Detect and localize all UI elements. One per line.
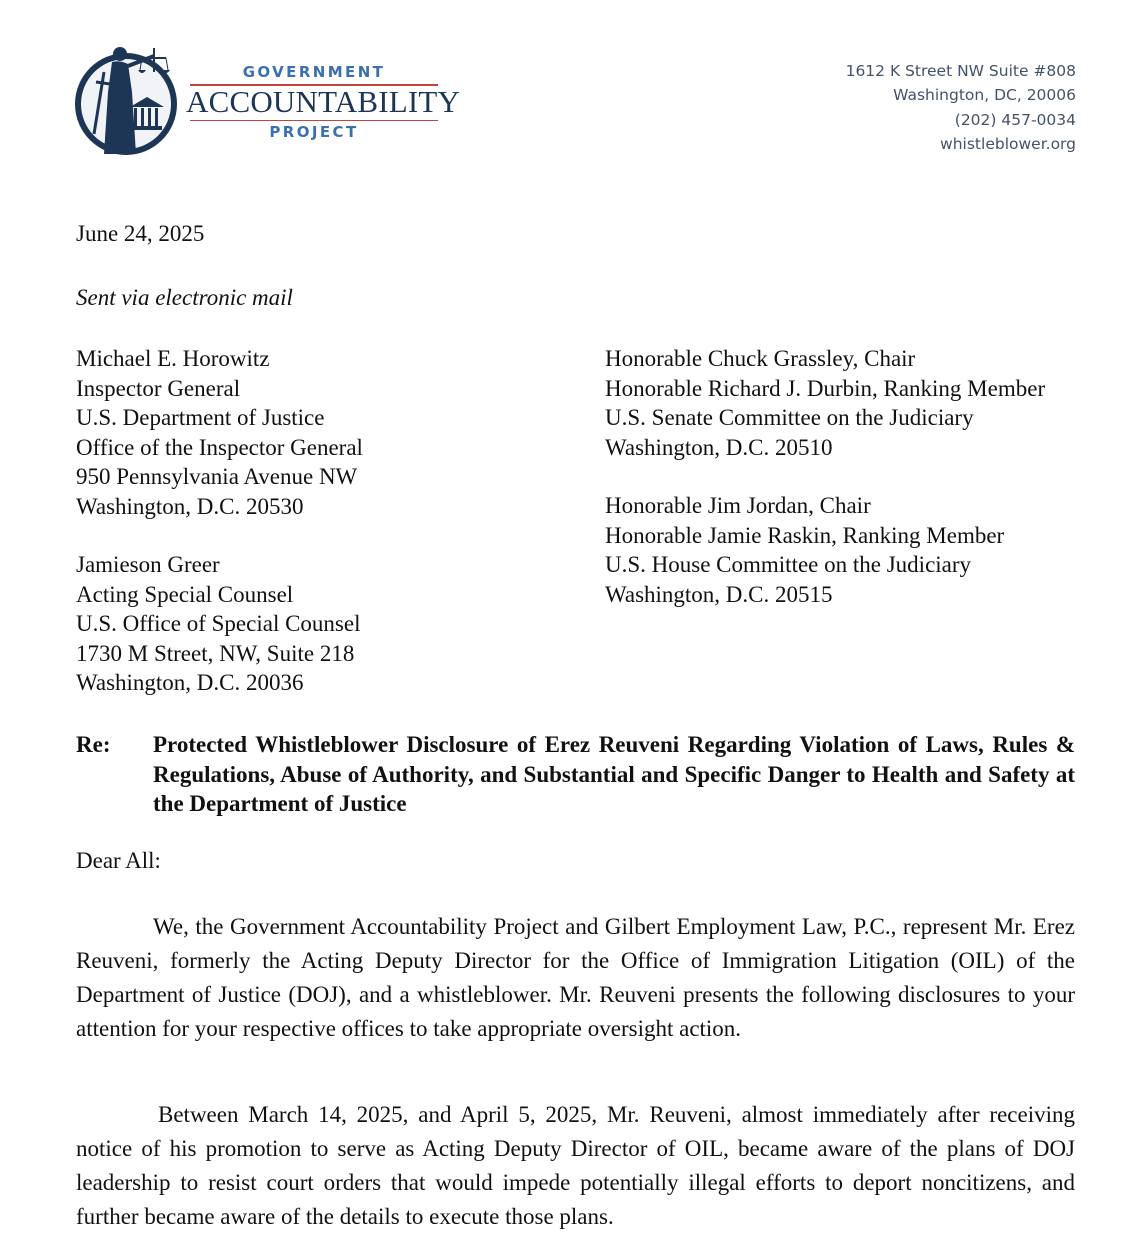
logo-wordmark-top: GOVERNMENT xyxy=(242,63,386,81)
address-line: Washington, D.C. 20036 xyxy=(76,670,304,695)
subject-label: Re: xyxy=(76,732,111,757)
address-line: Office of the Inspector General xyxy=(76,434,363,460)
address-line: 950 Pennsylvania Avenue NW xyxy=(76,464,358,489)
letter-date: June 24, 2025 xyxy=(76,221,205,246)
recipient-address-horowitz xyxy=(76,344,363,521)
lady-justice-icon xyxy=(74,42,186,160)
address-line: Honorable Jamie Raskin, Ranking Member xyxy=(605,522,1005,548)
address-line: Inspector General xyxy=(76,375,241,401)
address-line: Honorable Richard J. Durbin, Ranking Member xyxy=(605,375,1046,401)
address-line: U.S. Office of Special Counsel xyxy=(76,611,361,636)
contact-block xyxy=(846,59,1076,156)
subject-text: Protected Whistleblower Disclosure of Erez Reuveni Regarding Violation of Laws, Rules & Regulations, Abuse of Authority, and Substantial and Specific Danger to Health and Safety at the Department of Justice xyxy=(153,732,1075,816)
address-line: U.S. Department of Justice xyxy=(76,405,325,430)
address-line: U.S. House Committee on the Judiciary xyxy=(605,552,972,577)
org-logo xyxy=(186,62,461,143)
logo-wordmark-bottom: PROJECT xyxy=(269,123,359,141)
address-line: Acting Special Counsel xyxy=(76,581,294,607)
address-line: Michael E. Horowitz xyxy=(76,346,270,371)
contact-website: whistleblower.org xyxy=(940,134,1076,153)
body-paragraph: We, the Government Accountability Project and Gilbert Employment Law, P.C., represent Mr. Erez Reuveni, formerly the Acting Deputy Director for the Office of Immigration Litigation (OIL) of the Department of Justice (DOJ), and a whistleblower. Mr. Reuveni presents the following disclosures to your attention for your respective offices to take appropriate oversight action. xyxy=(76,914,1075,1041)
address-line: Honorable Jim Jordan, Chair xyxy=(605,493,871,518)
address-line: U.S. Senate Committee on the Judiciary xyxy=(605,405,974,430)
salutation: Dear All: xyxy=(76,848,161,873)
address-line: Washington, D.C. 20515 xyxy=(605,581,833,607)
recipient-address-greer xyxy=(76,550,360,698)
recipient-address-house xyxy=(605,491,1004,609)
address-line: Jamieson Greer xyxy=(76,552,220,577)
address-line: Honorable Chuck Grassley, Chair xyxy=(605,346,916,371)
address-line: Washington, D.C. 20510 xyxy=(605,434,833,460)
body-paragraph: Between March 14, 2025, and April 5, 2025, Mr. Reuveni, almost immediately after receiving notice of his promotion to serve as Acting Deputy Director of OIL, became aware of the plans of DOJ leadership to resist court orders that would impede potentially illegal efforts to deport noncitizens, and further became aware of the details to execute those plans. xyxy=(76,1102,1075,1229)
address-line: 1730 M Street, NW, Suite 218 xyxy=(76,640,355,666)
logo-wordmark-middle: ACCOUNTABILITY xyxy=(186,83,461,119)
contact-address-line1: 1612 K Street NW Suite #808 xyxy=(845,62,1076,80)
contact-phone: (202) 457-0034 xyxy=(954,110,1076,129)
address-line: Washington, D.C. 20530 xyxy=(76,493,304,519)
contact-address-line2: Washington, DC, 20006 xyxy=(893,86,1076,105)
subject-line xyxy=(76,730,1075,819)
recipient-address-senate xyxy=(605,344,1045,462)
delivery-method: Sent via electronic mail xyxy=(76,285,293,310)
